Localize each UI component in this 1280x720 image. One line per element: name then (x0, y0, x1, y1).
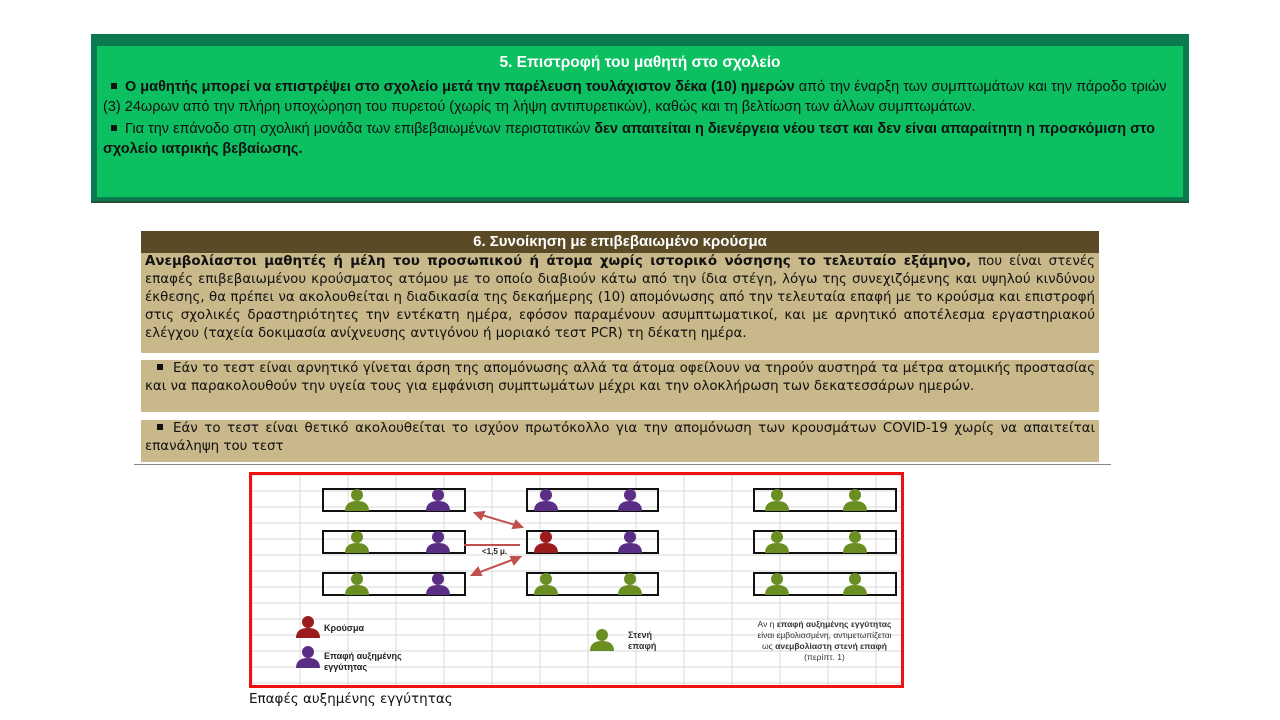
diagram-caption: Επαφές αυξημένης εγγύτητας (249, 691, 453, 707)
bullet-square-icon (111, 83, 117, 89)
contact-person-icon (345, 489, 369, 511)
contact-person-icon (345, 531, 369, 553)
contact-person-icon (765, 489, 789, 511)
contact-person-icon (534, 573, 558, 595)
close-contact-person-icon (618, 489, 642, 511)
section-5-title: 5. Επιστροφή του μαθητή στο σχολείο (499, 54, 781, 71)
contact-person-icon (843, 573, 867, 595)
section-5-paragraph-1: Ο μαθητής μπορεί να επιστρέψει στο σχολείο μετά την παρέλευση τουλάχιστον δέκα (10) ημερών από την έναρξη των συμπτωμάτων και την πάροδο τριών (3) 24ωρων από την πλήρη υποχώρηση του πυρετού (χωρίς τη λήψη αντιπυρετικών), καθώς και τη βελτίωση των άλλων συμπτωμάτων. (103, 79, 1167, 115)
section-5-content (97, 46, 1183, 197)
close-contact-person-icon (618, 531, 642, 553)
legend-case-label: Κρούσμα (324, 623, 364, 633)
divider (134, 464, 1111, 465)
section-5-paragraph-2: Για την επάνοδο στη σχολική μονάδα των επιβεβαιωμένων περιστατικών δεν απαιτείται η διενέργεια νέου τεστ και δεν είναι απαραίτητη η προσκόμιση στο σχολείο ιατρικής βεβαίωσης. (103, 121, 1155, 157)
section-5-box (91, 34, 1189, 203)
case-person-icon (534, 531, 558, 553)
section-6-paragraph-2: Εάν το τεστ είναι αρνητικό γίνεται άρση της απομόνωσης αλλά τα άτομα οφείλουν να τηρούν αυστηρά τα μέτρα ατομικής προστασίας και να παρακολουθούν την υγεία τους για εμφάνιση συμπτωμάτων μέχρι και την ολοκλήρωση των δεκατεσσάρων ημερών. (141, 360, 1099, 412)
contact-person-icon (618, 573, 642, 595)
classroom-diagram (249, 472, 904, 688)
distance-label: <1,5 μ. (482, 547, 508, 556)
contact-person-icon (843, 489, 867, 511)
proximity-arrows (464, 512, 522, 575)
section-6-paragraph-1: Ανεμβολίαστοι μαθητές ή μέλη του προσωπικού ή άτομα χωρίς ιστορικό νόσησης το τελευταίο εξάμηνο, που είναι στενές επαφές επιβεβαιωμένου κρούσματος ατόμου με το οποίο διαβιούν κάτω από την ίδια στέγη, λόγω της συνεχιζόμενης και υψηλού κινδύνου έκθεσης, θα πρέπει να ακολουθείται η διαδικασία της δεκαήμερης (10) απομόνωσης από την τελευταία επαφή με το κρούσμα και επιστροφή στις σχολικές δραστηριότητες την εντέκατη ημέρα, εφόσον παραμένουν ασυμπτωματικοί, και με αρνητικό αποτέλεσμα εργαστηριακού ελέγχου (ταχεία δοκιμασία ανίχνευσης αντιγόνου ή μοριακό τεστ PCR) τη δέκατη ημέρα. (141, 253, 1099, 353)
close-contact-person-icon (534, 489, 558, 511)
contact-person-icon (765, 531, 789, 553)
close-contact-person-icon (426, 489, 450, 511)
bullet-square-icon (157, 364, 163, 370)
section-6-paragraph-3: Εάν το τεστ είναι θετικό ακολουθείται το ισχύον πρωτόκολλο για την απομόνωση των κρουσμάτων COVID-19 χωρίς να απαιτείται επανάληψη του τεστ (141, 420, 1099, 462)
close-contact-person-icon (426, 531, 450, 553)
contact-person-icon (765, 573, 789, 595)
legend-contact-icon (590, 629, 614, 651)
section-6-title: 6. Συνοίκηση με επιβεβαιωμένο κρούσμα (141, 231, 1099, 253)
legend-close-contact-label: Επαφή αυξημένης εγγύτητας (324, 651, 402, 672)
contact-person-icon (843, 531, 867, 553)
legend-contact-label: Στενή επαφή (628, 630, 657, 651)
vaccinated-note: Αν η επαφή αυξημένης εγγύτητας είναι εμβολιασμένη, αντιμετωπίζεται ως ανεμβολίαστη στενή επαφή (περίπτ. 1) (757, 619, 892, 662)
close-contact-person-icon (426, 573, 450, 595)
bullet-square-icon (157, 424, 163, 430)
bullet-square-icon (111, 125, 117, 131)
contact-person-icon (345, 573, 369, 595)
